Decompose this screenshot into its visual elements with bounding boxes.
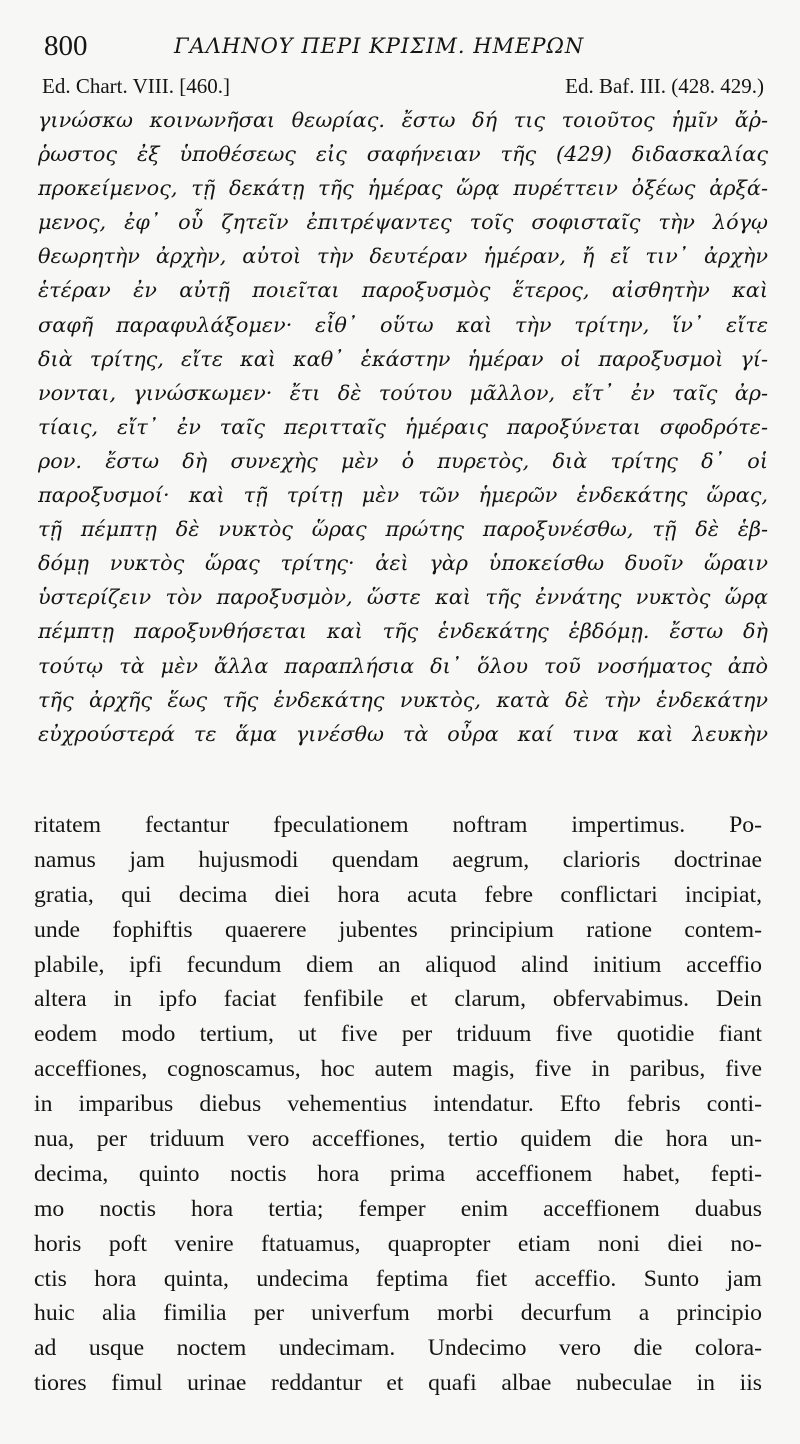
latin-text-line: namus jam hujusmodi quendam aegrum, clarioris doctrinae [34, 846, 762, 873]
latin-text-line: decima, quinto noctis hora prima acceffionem habet, fepti- [34, 1160, 762, 1187]
greek-text-line: προκείμενος, τῇ δεκάτῃ τῆς ἡμέρας ὥρᾳ πυρέττειν ὀξέως ἀρξά- [38, 176, 768, 201]
latin-text-line: gratia, qui decima diei hora acuta febre conflictari incipiat, [34, 881, 762, 908]
greek-text-line: εὐχρούστερά τε ἅμα γινέσθω τὰ οὖρα καί τινα καὶ λευκὴν [38, 721, 768, 746]
greek-text-line: διὰ τρίτης, εἴτε καὶ καθ᾽ ἑκάστην ἡμέραν οἱ παροξυσμοὶ γί- [38, 346, 768, 371]
latin-text-line: huic alia fimilia per univerfum morbi decurfum a principio [34, 1300, 762, 1327]
latin-text-line: ctis hora quinta, undecima feptima fiet acceffio. Sunto jam [34, 1265, 762, 1292]
greek-text-line: παροξυσμοί· καὶ τῇ τρίτῃ μὲν τῶν ἡμερῶν ἑνδεκάτης ὥρας, [38, 483, 768, 508]
greek-text-block [38, 103, 768, 751]
greek-text-line: ρον. ἔστω δὴ συνεχὴς μὲν ὁ πυρετὸς, διὰ τρίτης δ᾽ οἱ [38, 448, 768, 473]
page-number: 800 [44, 30, 88, 62]
latin-text-line: horis poft venire ftatuamus, quapropter etiam noni diei no- [34, 1230, 762, 1257]
running-title: ΓΑΛΗΝΟΥ ΠΕΡΙ ΚΡΙΣΙΜ. ΗΜΕΡΩΝ [174, 34, 585, 58]
greek-text-line: γινώσκω κοινωνῆσαι θεωρίας. ἔστω δή τις τοιοῦτος ἡμῖν ἄῤ- [38, 108, 768, 132]
latin-text-line: eodem modo tertium, ut five per triduum five quotidie fiant [34, 1021, 762, 1048]
greek-text-line: σαφῆ παραφυλάξομεν· εἶθ᾽ οὕτω καὶ τὴν τρίτην, ἵν᾽ εἴτε [38, 312, 768, 337]
latin-text-line: altera in ipfo faciat fenfibile et clarum, obfervabimus. Dein [34, 986, 762, 1013]
latin-text-line: ritatem fectantur fpeculationem noftram impertimus. Po- [34, 812, 762, 838]
edition-reference-line [40, 74, 764, 104]
greek-text-line: δόμῃ νυκτὸς ὥρας τρίτης· ἀεὶ γὰρ ὑποκείσθω δυοῖν ὥραιν [38, 551, 768, 576]
latin-text-block [34, 808, 762, 1401]
greek-text-line: μενος, ἐφ᾽ οὗ ζητεῖν ἐπιτρέψαντες τοῖς σοφισταῖς τὴν λόγῳ [38, 210, 768, 235]
edition-chart-reference: Ed. Chart. VIII. [460.] [42, 74, 230, 98]
greek-text-line: ἑτέραν ἐν αὐτῇ ποιεῖται παροξυσμὸς ἕτερος, αἰσθητὴν καὶ [38, 278, 768, 303]
latin-text-line: tiores fimul urinae reddantur et quafi albae nubeculae in iis [34, 1370, 762, 1397]
greek-text-line: τίαις, εἴτ᾽ ἐν ταῖς περιτταῖς ἡμέραις παροξύνεται σφοδρότε- [38, 414, 768, 439]
latin-text-line: unde fophiftis quaerere jubentes principium ratione contem- [34, 916, 762, 943]
latin-text-line: mo noctis hora tertia; femper enim acceffionem duabus [34, 1195, 762, 1222]
greek-text-line: νονται, γινώσκωμεν· ἔτι δὲ τούτου μᾶλλον, εἴτ᾽ ἐν ταῖς ἀρ- [38, 380, 768, 405]
running-head [40, 26, 760, 66]
greek-text-line: τῆς ἀρχῆς ἕως τῆς ἑνδεκάτης νυκτὸς, κατὰ δὲ τὴν ἑνδεκάτην [38, 687, 768, 712]
latin-text-line: in imparibus diebus vehementius intendatur. Efto febris conti- [34, 1091, 762, 1118]
latin-text-line: nua, per triduum vero acceffiones, tertio quidem die hora un- [34, 1126, 762, 1153]
greek-text-line: ὑστερίζειν τὸν παροξυσμὸν, ὥστε καὶ τῆς ἐννάτης νυκτὸς ὥρᾳ [38, 585, 768, 610]
latin-text-line: acceffiones, cognoscamus, hoc autem magis, five in paribus, five [34, 1056, 762, 1083]
greek-text-line: τούτῳ τὰ μὲν ἄλλα παραπλήσια δι᾽ ὅλου τοῦ νοσήματος ἀπὸ [38, 653, 768, 678]
greek-text-line: πέμπτῃ παροξυνθήσεται καὶ τῆς ἑνδεκάτης ἑβδόμῃ. ἔστω δὴ [38, 619, 768, 644]
greek-text-line: ῥωστος ἐξ ὑποθέσεως εἰς σαφήνειαν τῆς (429) διδασκαλίας [38, 142, 768, 167]
greek-text-line: τῇ πέμπτῃ δὲ νυκτὸς ὥρας πρώτης παροξυνέσθω, τῇ δὲ ἑβ- [38, 517, 768, 542]
edition-basel-reference: Ed. Baf. III. (428. 429.) [565, 74, 764, 98]
greek-text-line: θεωρητὴν ἀρχὴν, αὐτοὶ τὴν δευτέραν ἡμέραν, ἤ εἴ τιν᾽ ἀρχὴν [38, 244, 768, 269]
latin-text-line: plabile, ipfi fecundum diem an aliquod alind initium acceffio [34, 951, 762, 978]
latin-text-line: ad usque noctem undecimam. Undecimo vero die colora- [34, 1335, 762, 1362]
